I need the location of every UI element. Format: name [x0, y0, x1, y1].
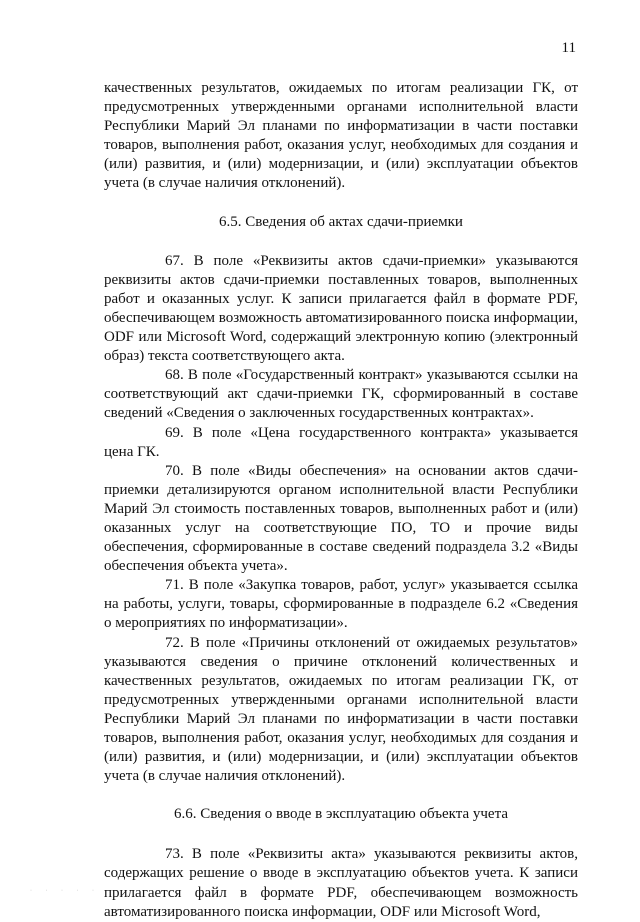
section-heading-6-6: 6.6. Сведения о вводе в эксплуатацию объекта учета: [174, 806, 508, 823]
scan-noise: · · · · ·: [30, 888, 100, 894]
section-heading-6-5: 6.5. Сведения об актах сдачи-приемки: [219, 213, 463, 230]
paragraph-68: 68. В поле «Государственный контракт» указываются ссылки на соответствующий акт сдачи-приемки ГК, сформированный в составе сведений «Сведения о заключенных государственных контрактах».: [104, 367, 578, 422]
paragraph-70: 70. В поле «Виды обеспечения» на основании актов сдачи-приемки детализируются органом исполнительной власти Республики Марий Эл стоимость поставленных товаров, выполненных работ и (или) оказанных услуг на соответствующие ПО, ТО и прочие виды обеспечения, сформированные в составе сведений подраздела 3.2 «Виды обеспечения объекта учета».: [104, 462, 578, 575]
page-content: [104, 79, 578, 922]
paragraph-73: 73. В поле «Реквизиты акта» указываются реквизиты актов, содержащих решение о вводе в эксплуатацию объектов учета. К записи прилагается файл в формате PDF, обеспечивающем возможность автоматизированного поиска информации, ODF или Microsoft Word,: [104, 846, 578, 920]
paragraph-71: 71. В поле «Закупка товаров, работ, услуг» указывается ссылка на работы, услуги, товары, сформированные в подразделе 6.2 «Сведения о мероприятиях по информатизации».: [104, 577, 578, 632]
continued-paragraph: качественных результатов, ожидаемых по итогам реализации ГК, от предусмотренных утвержденными органами исполнительной власти Республики Марий Эл планами по информатизации в части поставки товаров, выполнения работ, оказания услуг, необходимых для создания и (или) развития, и (или) модернизации, и (или) эксплуатации объектов учета (в случае наличия отклонений).: [104, 80, 578, 192]
paragraph-72: 72. В поле «Причины отклонений от ожидаемых результатов» указываются сведения о причине отклонений количественных и качественных результатов, ожидаемых по итогам реализации ГК, от предусмотренных утвержденными органами исполнительной власти Республики Марий Эл планами по информатизации в части поставки товаров, выполнения работ, оказания услуг, необходимых для создания и (или) развития, и (или) модернизации, и (или) эксплуатации объектов учета (в случае наличия отклонений).: [104, 634, 578, 785]
paragraph-69: 69. В поле «Цена государственного контракта» указывается цена ГК.: [104, 424, 578, 460]
paragraph-67: 67. В поле «Реквизиты актов сдачи-приемки» указываются реквизиты актов сдачи-приемки поставленных товаров, выполненных работ и оказанных услуг. К записи прилагается файл в формате PDF, обеспечивающем возможность автоматизированного поиска информации, ODF или Microsoft Word, содержащий электронную копию (электронный образ) текста соответствующего акта.: [104, 252, 578, 365]
page-number: 11: [561, 40, 576, 56]
